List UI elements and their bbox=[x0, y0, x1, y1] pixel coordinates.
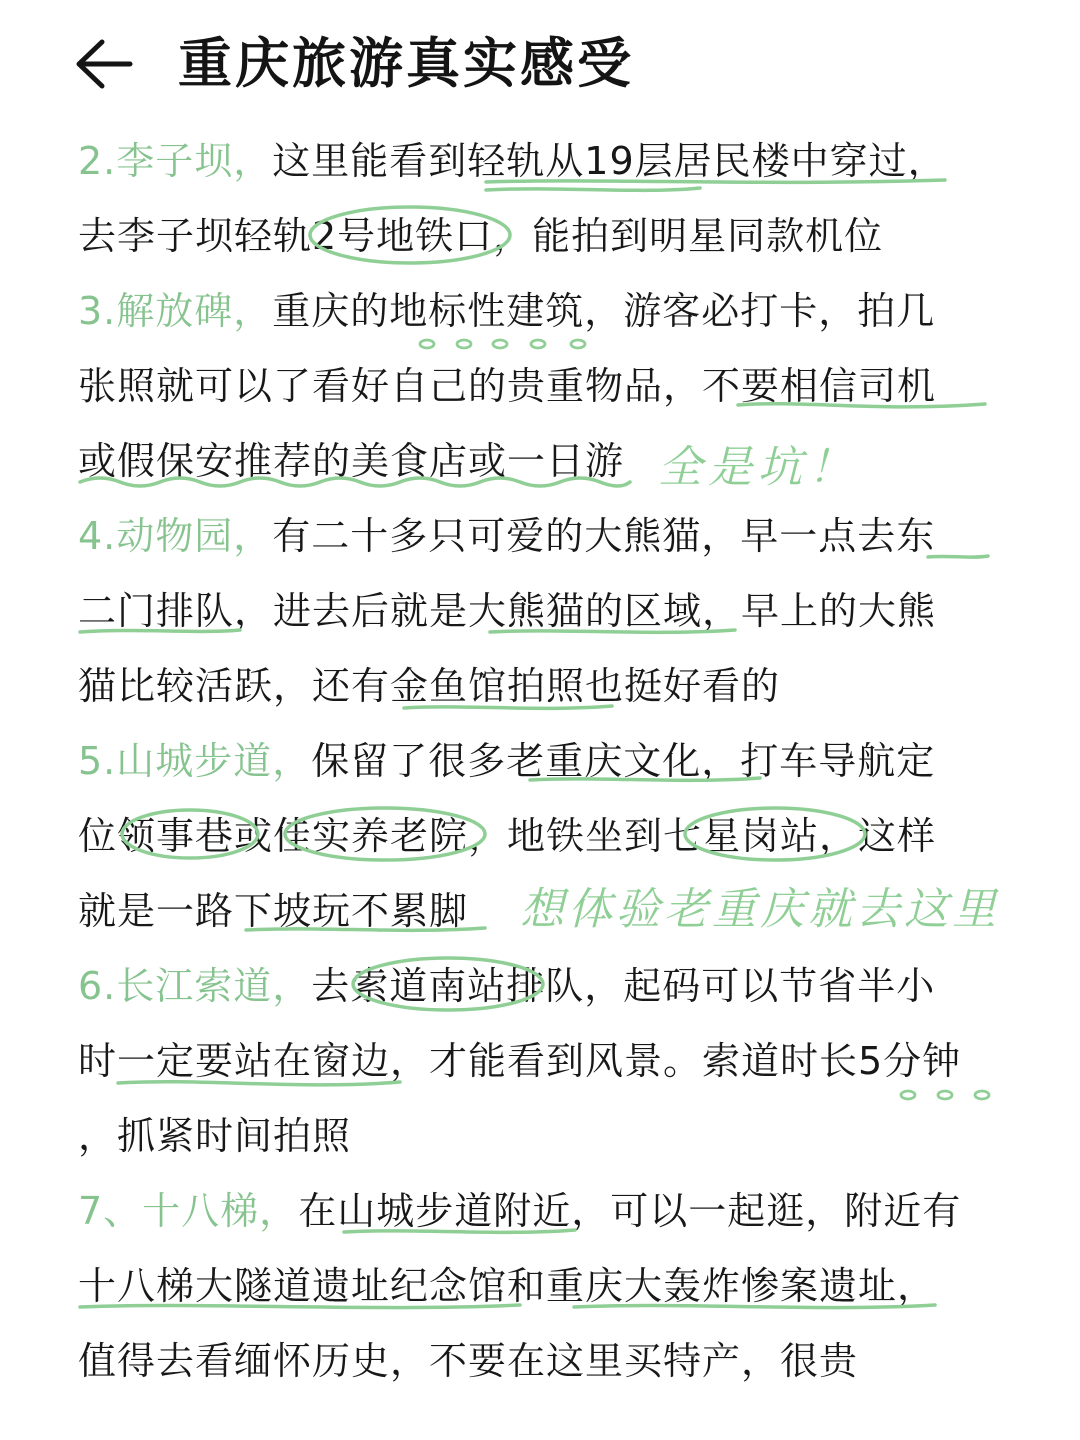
section-heading-eighteen-steps: 7、十八梯， bbox=[78, 1189, 299, 1233]
section-heading-mountain-trail: 5.山城步道， bbox=[78, 739, 312, 783]
section-heading-lizi-ba: 2.李子坝， bbox=[78, 139, 273, 183]
line-text: ，抓紧时间拍照 bbox=[78, 1114, 352, 1158]
line-text: 就是一路下坡玩不累脚 bbox=[78, 889, 469, 933]
text-line bbox=[78, 731, 935, 791]
line-text: 张照就可以了看好自己的贵重物品，不要相信司机 bbox=[78, 364, 937, 408]
text-line bbox=[78, 431, 624, 491]
text-line bbox=[78, 506, 935, 566]
line-text: 保留了很多老重庆文化，打车导航定 bbox=[311, 739, 936, 783]
text-line bbox=[78, 1106, 351, 1166]
line-text: 十八梯大隧道遗址纪念馆和重庆大轰炸惨案遗址， bbox=[78, 1264, 937, 1308]
line-text: 位领事巷或佳实养老院，地铁坐到七星岗站，这样 bbox=[78, 814, 937, 858]
text-line bbox=[78, 1256, 936, 1316]
text-line bbox=[78, 356, 936, 416]
text-line bbox=[78, 131, 947, 191]
text-line bbox=[78, 806, 936, 866]
line-text: 猫比较活跃，还有金鱼馆拍照也挺好看的 bbox=[78, 664, 781, 708]
handwritten-note-old-chongqing: 想体验老重庆就去这里 bbox=[520, 884, 1000, 935]
section-heading-jiefangbei: 3.解放碑， bbox=[78, 289, 273, 333]
text-line bbox=[78, 881, 468, 941]
text-line bbox=[78, 1031, 961, 1091]
text-line bbox=[78, 1331, 858, 1391]
line-text: 时一定要站在窗边，才能看到风景。索道时长5分钟 bbox=[78, 1039, 962, 1083]
line-text: 或假保安推荐的美食店或一日游 bbox=[78, 439, 625, 483]
section-heading-cableway: 6.长江索道， bbox=[78, 964, 312, 1008]
line-text: 在山城步道附近，可以一起逛，附近有 bbox=[298, 1189, 962, 1233]
text-line bbox=[78, 206, 883, 266]
line-text: 这里能看到轻轨从19层居民楼中穿过， bbox=[272, 139, 947, 183]
line-text: 值得去看缅怀历史，不要在这里买特产，很贵 bbox=[78, 1339, 859, 1383]
text-line bbox=[78, 656, 780, 716]
text-line bbox=[78, 956, 935, 1016]
section-heading-zoo: 4.动物园， bbox=[78, 514, 273, 558]
line-text: 二门排队，进去后就是大熊猫的区域，早上的大熊 bbox=[78, 589, 937, 633]
text-line bbox=[78, 1181, 961, 1241]
text-line bbox=[78, 281, 935, 341]
line-text: 去李子坝轻轨2号地铁口，能拍到明星同款机位 bbox=[78, 214, 884, 258]
handwritten-note-scam: 全是坑！ bbox=[658, 442, 858, 493]
line-text: 有二十多只可爱的大熊猫，早一点去东 bbox=[272, 514, 936, 558]
line-text: 重庆的地标性建筑，游客必打卡，拍几 bbox=[272, 289, 936, 333]
page-title: 重庆旅游真实感受 bbox=[178, 32, 634, 95]
text-line bbox=[78, 581, 936, 641]
line-text: 去索道南站排队，起码可以节省半小 bbox=[311, 964, 936, 1008]
